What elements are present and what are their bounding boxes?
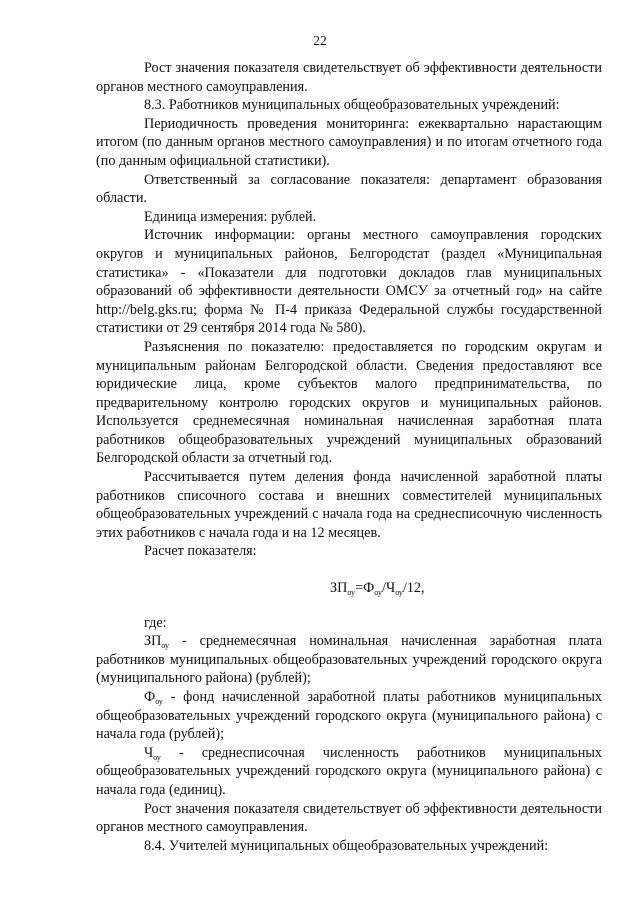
definition-subscript: оу: [161, 641, 170, 651]
paragraph: Разъяснения по показателю: предоставляется по городским округам и муниципальным районам Белгородской области. Сведения предоставляют все юридические лица, кроме субъектов малого предпринимательства, по предварительному контролю городских округов и муниципальных районов. Используется среднемесячная номинальная начисленная заработная плата работников общеобразовательных учреждений муниципальных образований Белгородской области за отчетный год.: [96, 338, 602, 467]
definition-subscript: оу: [153, 752, 161, 762]
formula-symbol: ЗП: [330, 580, 348, 597]
paragraph: Рост значения показателя свидетельствует об эффективности деятельности органов местного самоуправления.: [96, 60, 602, 95]
definition-symbol: Ф: [144, 689, 156, 705]
formula-symbol: Ч: [385, 580, 396, 597]
paragraph: Рост значения показателя свидетельствует об эффективности деятельности органов местного самоуправления.: [96, 800, 602, 836]
paragraph: Расчет показателя:: [144, 543, 257, 560]
section-heading-8-3: 8.3. Работников муниципальных общеобразовательных учреждений:: [144, 97, 560, 114]
formula-subscript: оу: [347, 588, 356, 598]
page-number: 22: [313, 33, 327, 48]
definition-zp: [96, 632, 602, 688]
paragraph: Периодичность проведения мониторинга: ежеквартально нарастающим итогом (по данным органов местного самоуправления) и по итогам отчетного года (по данным официальной статистики).: [96, 115, 602, 169]
definition-text: - фонд начисленной заработной платы работников муниципальных общеобразовательных учреждений городского округа (муниципального района) с начала года (рублей);: [96, 689, 602, 743]
definition-subscript: оу: [155, 697, 163, 706]
formula-tail: /12,: [402, 580, 425, 597]
definition-symbol: ЗП: [144, 633, 162, 650]
document-body: [96, 59, 602, 855]
paragraph: Рассчитывается путем деления фонда начисленной заработной платы работников списочного состава и внешних совместителей муниципальных общеобразовательных учреждений с начала года на среднесписочную численность этих работников с начала года и на 12 месяцев.: [96, 469, 602, 541]
definition-text: - среднемесячная номинальная начисленная заработная плата работников муниципальных общеобразовательных учреждений городского округа (муниципального района) (рублей);: [96, 633, 602, 687]
definition-text: - среднесписочная численность работников муниципальных общеобразовательных учреждений городского округа (муниципального района) с начала года (единиц).: [96, 744, 602, 798]
paragraph: Единица измерения: рублей.: [144, 208, 317, 225]
definition-symbol: Ч: [144, 744, 154, 761]
definition-ch: [96, 744, 602, 800]
formula: [96, 579, 602, 598]
formula-subscript: оу: [374, 588, 382, 598]
paragraph: Ответственный за согласование показателя: департамент образования области.: [96, 171, 602, 207]
formula-operator: =: [355, 580, 364, 597]
formula-symbol: Ф: [363, 580, 375, 597]
paragraph: где:: [144, 614, 167, 631]
section-heading-8-4: 8.4. Учителей муниципальных общеобразовательных учреждений:: [144, 837, 549, 854]
definition-f: [96, 688, 602, 744]
paragraph: Источник информации: органы местного самоуправления городских округов и муниципальных районов, Белгородстат (раздел «Муниципальная статистика» - «Показатели для подготовки докладов глав муниципальных образований об эффективности деятельности ОМСУ за отчетный год» на сайте http://belg.gks.ru; форма № П-4 приказа Федеральной службы государственной статистики от 29 сентября 2014 года № 580).: [96, 227, 602, 337]
formula-subscript: оу: [395, 588, 403, 598]
formula-operator: /: [382, 580, 386, 597]
